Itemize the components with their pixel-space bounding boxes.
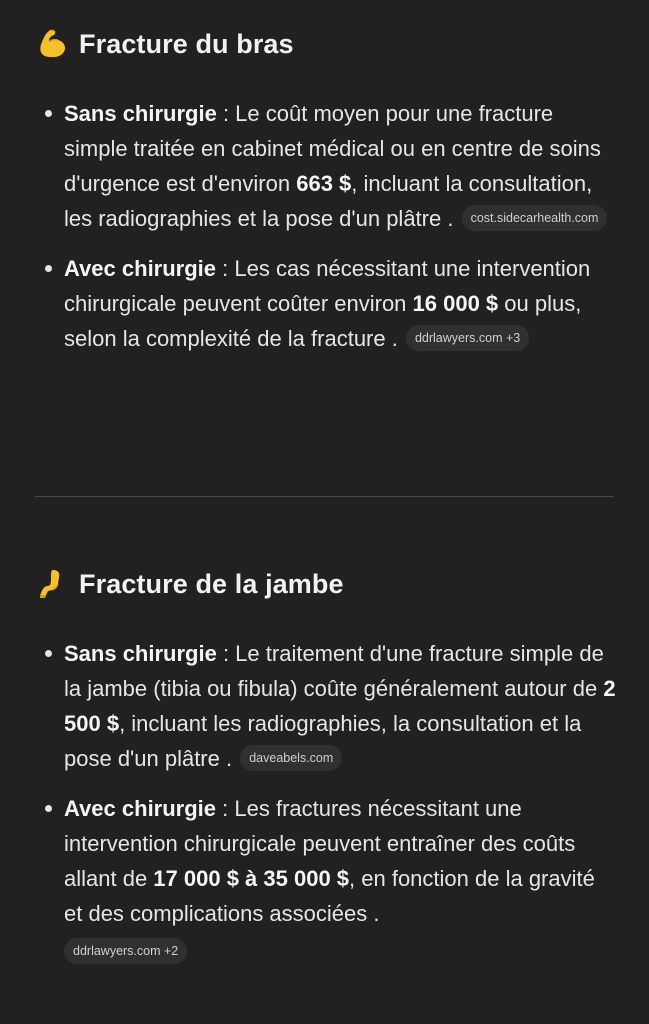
section-divider bbox=[35, 496, 614, 497]
list-item bbox=[0, 96, 649, 236]
source-citation-chip[interactable]: ddrlawyers.com +2 bbox=[64, 938, 187, 964]
arm-fracture-title: Fracture du bras bbox=[79, 28, 294, 59]
source-citation-chip[interactable]: cost.sidecarhealth.com bbox=[462, 205, 608, 231]
item-text-after: , incluant les radiographies, la consultation et la pose d'un plâtre . bbox=[64, 711, 582, 771]
item-text-after: , incluant la consultation, les radiographies et la pose d'un plâtre . bbox=[64, 171, 593, 231]
item-label: Sans chirurgie bbox=[64, 641, 217, 666]
leg-icon bbox=[36, 567, 70, 601]
leg-fracture-heading bbox=[0, 562, 649, 606]
arm-fracture-heading bbox=[0, 22, 649, 66]
item-label: Sans chirurgie bbox=[64, 101, 217, 126]
item-label: Avec chirurgie bbox=[64, 796, 217, 821]
leg-fracture-section bbox=[0, 562, 649, 966]
item-amount: 2 500 $ bbox=[64, 676, 616, 736]
list-item bbox=[0, 636, 649, 776]
item-text-before: : Le traitement d'une fracture simple de la jambe (tibia ou fibula) coûte généralement autour de bbox=[64, 641, 604, 701]
list-item bbox=[0, 251, 649, 356]
arm-fracture-list bbox=[0, 96, 649, 356]
item-amount: 16 000 $ bbox=[412, 291, 499, 316]
source-citation-chip[interactable]: daveabels.com bbox=[240, 745, 342, 771]
leg-fracture-list bbox=[0, 636, 649, 966]
arm-fracture-section bbox=[0, 22, 649, 356]
item-text-before: : Les fractures nécessitant une intervention chirurgicale peuvent entraîner des coûts allant de bbox=[64, 796, 576, 891]
item-text-after: , en fonction de la gravité et des complications associées . bbox=[64, 866, 595, 926]
item-amount: 17 000 $ à 35 000 $ bbox=[153, 866, 350, 891]
item-label: Avec chirurgie bbox=[64, 256, 217, 281]
item-amount: 663 $ bbox=[296, 171, 352, 196]
item-text-after: ou plus, selon la complexité de la fracture . bbox=[64, 291, 582, 351]
flexed-biceps-icon bbox=[36, 27, 70, 61]
list-item bbox=[0, 791, 649, 966]
source-citation-chip[interactable]: ddrlawyers.com +3 bbox=[406, 325, 529, 351]
item-text-before: : Les cas nécessitant une intervention chirurgicale peuvent coûter environ bbox=[64, 256, 591, 316]
item-text-before: : Le coût moyen pour une fracture simple traitée en cabinet médical ou en centre de soins d'urgence est d'environ bbox=[64, 101, 601, 196]
leg-fracture-title: Fracture de la jambe bbox=[79, 568, 344, 599]
